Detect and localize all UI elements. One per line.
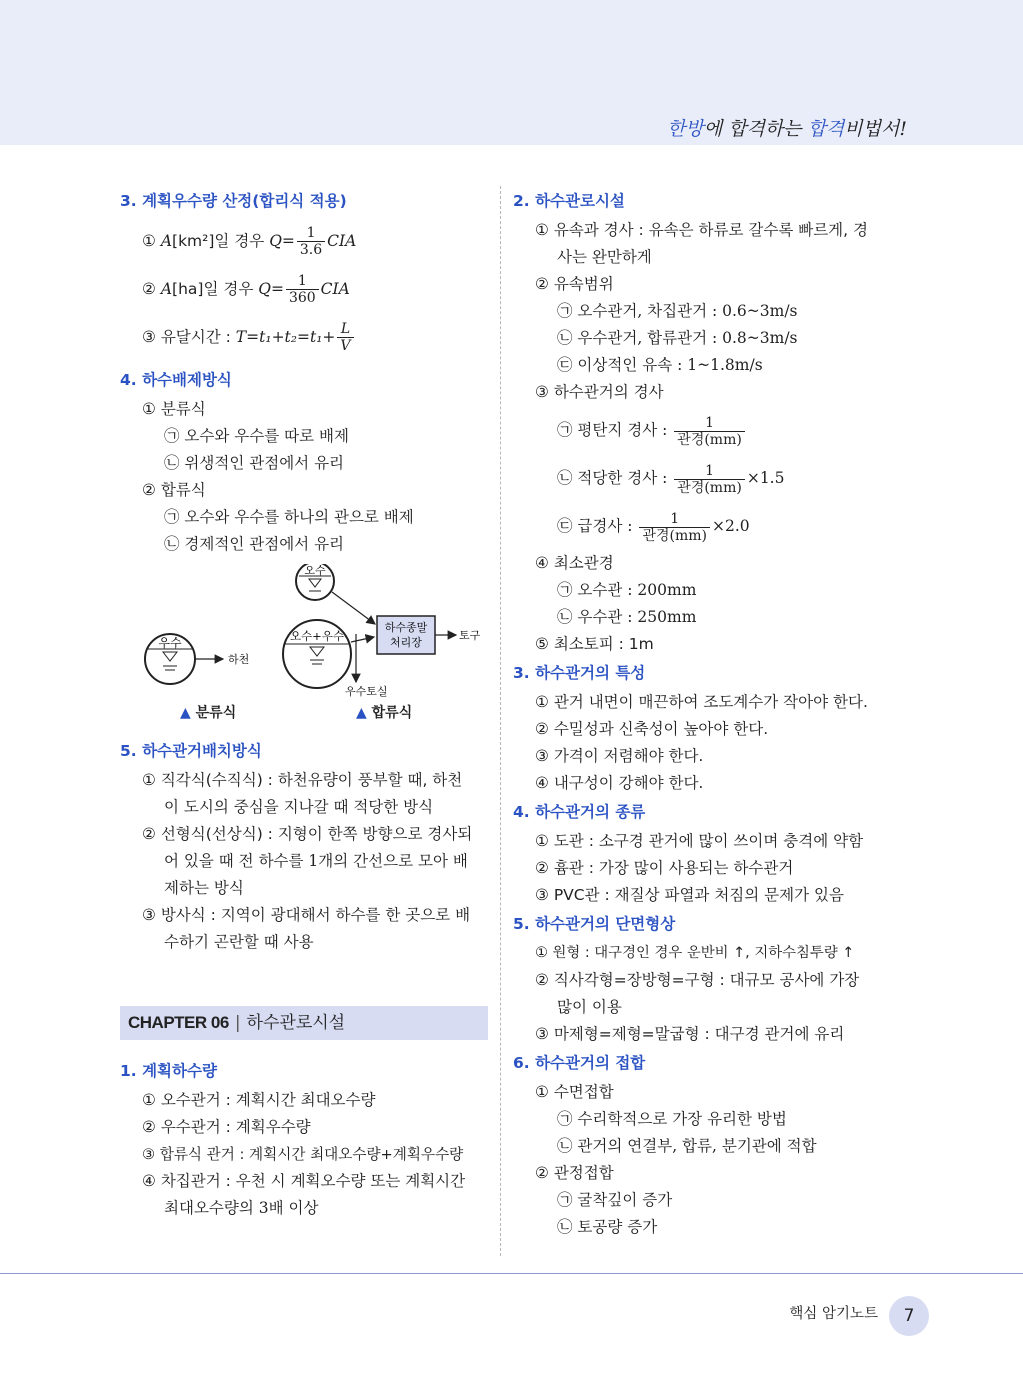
- footer-rule: [0, 1273, 1023, 1274]
- list-item: ㉡ 위생적인 관점에서 유리: [164, 454, 345, 472]
- list-item-cont: 많이 이용: [557, 998, 622, 1016]
- list-item: ② 선형식(선상식) : 지형이 한쪽 방향으로 경사되: [142, 825, 473, 843]
- formula-km2: ① A[km²]일 경우 Q= $\frac{1}{3.6}$ CIA: [142, 225, 357, 258]
- list-item: ㉠ 오수와 우수를 따로 배제: [164, 427, 349, 445]
- list-item: ① 오수관거 : 계획시간 최대오수량: [142, 1091, 376, 1109]
- outlet-label: 토구: [459, 629, 481, 642]
- formula-time: ③ 유달시간 : T=t₁+t₂=t₁+ $\frac{L}{V}$: [120, 313, 492, 361]
- fraction: $\frac{1}{\text{관경(mm)}}$: [674, 415, 745, 448]
- list-item: ② 관정접합: [535, 1164, 614, 1182]
- list-item: ㉡ 우수관 : 250mm: [557, 608, 697, 626]
- list-item: ① 도관 : 소구경 관거에 많이 쓰이며 충격에 약함: [535, 832, 864, 850]
- caption-combined: ▲ 합류식: [356, 705, 413, 721]
- section-title: 6. 하수관거의 접합: [513, 1054, 646, 1072]
- fraction: $\frac{1}{360}$: [286, 273, 319, 306]
- list-item: ④ 차집관거 : 우천 시 계획오수량 또는 계획시간: [142, 1172, 466, 1190]
- page-number: 7: [889, 1296, 929, 1336]
- plant-label-2: 처리장: [390, 636, 422, 649]
- list-item: ③ 방사식 : 지역이 광대해서 하수를 한 곳으로 배: [142, 906, 471, 924]
- footer-label: 핵심 암기노트: [789, 1306, 878, 1322]
- list-item: ② 우수관거 : 계획우수량: [142, 1118, 311, 1136]
- list-item: ① 유속과 경사 : 유속은 하류로 갈수록 빠르게, 경: [535, 221, 868, 239]
- list-item: ㉡ 관거의 연결부, 합류, 분기관에 적합: [557, 1137, 817, 1155]
- section-title: 4. 하수관거의 종류: [513, 803, 646, 821]
- combined-label: 오수+우수: [289, 629, 345, 643]
- list-item: ② 직사각형=장방형=구형 : 대규모 공사에 가장: [535, 971, 860, 989]
- list-item: ㉢ 이상적인 유속 : 1~1.8m/s: [557, 356, 763, 374]
- list-item-cont: 어 있을 때 전 하수를 1개의 간선으로 모아 배: [164, 852, 468, 870]
- list-item: ㉡ 토공량 증가: [557, 1218, 658, 1236]
- section-title: 5. 하수관거의 단면형상: [513, 915, 676, 933]
- chapter-heading: CHAPTER 06 | 하수관로시설: [120, 1006, 488, 1040]
- list-item: ① 원형 : 대구경인 경우 운반비 ↑, 지하수침투량 ↑: [535, 945, 855, 961]
- section-title: 1. 계획하수량: [120, 1062, 217, 1080]
- fraction: $\frac{1}{3.6}$: [297, 225, 325, 258]
- rain-label: 우수: [158, 636, 182, 650]
- plant-label-1: 하수종말: [384, 621, 428, 634]
- slope-steep: ㉢ 급경사 : $\frac{1}{\text{관경(mm)}}$ ×2.0: [557, 510, 750, 544]
- section-title: 4. 하수배제방식: [120, 371, 232, 389]
- slope-flat: ㉠ 평탄지 경사 : $\frac{1}{\text{관경(mm)}}$: [513, 406, 891, 454]
- list-item: ④ 내구성이 강해야 한다.: [535, 774, 704, 792]
- list-item: ① 직각식(수직식) : 하천유량이 풍부할 때, 하천: [142, 771, 463, 789]
- fraction: $\frac{L}{V}$: [337, 321, 353, 354]
- drainage-diagram: [120, 564, 492, 734]
- list-item-cont: 이 도시의 중심을 지나갈 때 적당한 방식: [164, 798, 434, 816]
- list-item: ① 관거 내면이 매끈하여 조도계수가 작아야 한다.: [535, 693, 868, 711]
- list-item: ③ 합류식 관거 : 계획시간 최대오수량+계획우수량: [142, 1146, 464, 1163]
- rain-pipe-circle: [145, 634, 195, 684]
- list-item: ㉠ 수리학적으로 가장 유리한 방법: [557, 1110, 787, 1128]
- list-item: ② 수밀성과 신축성이 높아야 한다.: [535, 720, 769, 738]
- section-title: 5. 하수관거배치방식: [120, 742, 262, 760]
- sewage-label: 오수: [304, 564, 326, 577]
- section-title: 2. 하수관로시설: [513, 192, 625, 210]
- list-item: ③ PVC관 : 재질상 파열과 처짐의 문제가 있음: [535, 886, 844, 904]
- formula-ha: ② A[ha]일 경우 Q= $\frac{1}{360}$ CIA: [142, 273, 350, 306]
- list-item: ⑤ 최소토피 : 1m: [535, 635, 654, 653]
- list-item: ③ 하수관거의 경사: [535, 383, 664, 401]
- list-item: ③ 가격이 저렴해야 한다.: [535, 747, 704, 765]
- list-item: ㉠ 오수와 우수를 하나의 관으로 배제: [164, 508, 414, 526]
- list-item: ㉡ 경제적인 관점에서 유리: [164, 535, 345, 553]
- list-item: ㉠ 오수관거, 차집관거 : 0.6~3m/s: [557, 302, 798, 320]
- fraction: $\frac{1}{\text{관경(mm)}}$: [639, 511, 710, 544]
- list-item: ㉠ 오수관 : 200mm: [557, 581, 697, 599]
- section-title: 3. 하수관거의 특성: [513, 664, 646, 682]
- caption-separate: ▲ 분류식: [180, 705, 237, 721]
- column-divider: [500, 186, 501, 1256]
- list-item: ② 유속범위: [535, 275, 614, 293]
- fraction: $\frac{1}{\text{관경(mm)}}$: [674, 463, 745, 496]
- list-item-cont: 수하기 곤란할 때 사용: [164, 933, 314, 951]
- list-item: ③ 마제형=제형=말굽형 : 대구경 관거에 유리: [535, 1025, 845, 1043]
- list-item-cont: 제하는 방식: [164, 879, 244, 897]
- list-item: ② 합류식: [142, 481, 206, 499]
- right-column: [513, 188, 891, 1241]
- header-tagline: 한방에 합격하는 합격비법서!: [667, 118, 907, 140]
- list-item: ① 수면접합: [535, 1083, 614, 1101]
- river-label: 하천: [228, 653, 250, 666]
- list-item: ① 분류식: [142, 400, 206, 418]
- section-title: 3. 계획우수량 산정(합리식 적용): [120, 192, 347, 210]
- list-item-cont: 최대오수량의 3배 이상: [164, 1199, 319, 1217]
- list-item: ㉠ 굴착깊이 증가: [557, 1191, 673, 1209]
- overflow-label: 우수토실: [345, 685, 388, 698]
- list-item: ② 흄관 : 가장 많이 사용되는 하수관거: [535, 859, 794, 877]
- list-item: ④ 최소관경: [535, 554, 614, 572]
- drainage-diagram-svg: [120, 564, 492, 699]
- list-item-cont: 사는 완만하게: [557, 248, 652, 266]
- slope-normal: ㉡ 적당한 경사 : $\frac{1}{\text{관경(mm)}}$ ×1.5: [557, 462, 785, 496]
- sewage-pipe-circle: [296, 564, 334, 600]
- combined-pipe-circle: [283, 620, 351, 688]
- list-item: ㉡ 우수관거, 합류관거 : 0.8~3m/s: [557, 329, 798, 347]
- left-column: [120, 188, 492, 1222]
